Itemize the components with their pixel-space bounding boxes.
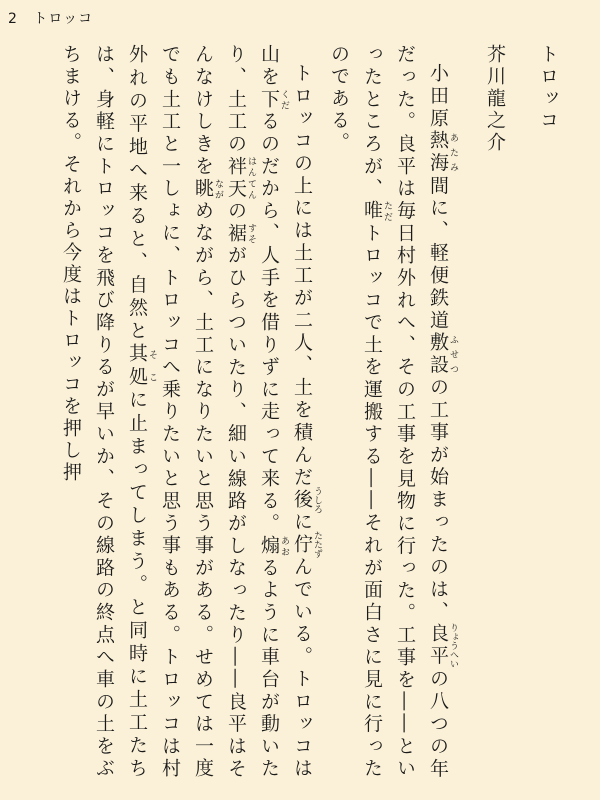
page-number: 2	[8, 11, 18, 27]
furigana: ふせつ	[448, 332, 458, 377]
paragraph: 小田原熱海 あたみ間に、軽便鉄道敷設 ふせつの工事が始まったのは、良平 りょうへいの八つの年だった。良平は毎日村外れへ、その工事を見物に行った。工事を――といったところが、唯 ただトロッコで土を運搬する――それが面白さに見に行ったのである。	[328, 44, 458, 781]
ruby-word: 袢天 はんてん	[225, 155, 256, 201]
furigana: うしろ	[312, 486, 322, 514]
story-title: トロッコ	[537, 44, 559, 132]
furigana: ただ	[382, 200, 392, 223]
ruby-word: 下 くだ	[258, 88, 289, 111]
furigana: はんてん	[246, 155, 256, 200]
ruby-word: 佇 たたず	[291, 531, 322, 559]
furigana: りょうへい	[448, 623, 458, 669]
book-text	[34, 44, 564, 780]
furigana: あお	[279, 534, 289, 557]
ruby-word: 裾 すそ	[225, 222, 256, 245]
running-title: トロッコ	[33, 11, 94, 27]
ruby-word: 煽 あお	[258, 534, 289, 558]
ruby-word: 後 うしろ	[291, 486, 322, 514]
ruby-word: 熱海 あたみ	[427, 130, 458, 176]
furigana: たたず	[312, 531, 322, 559]
running-header	[8, 8, 103, 28]
furigana: あたみ	[448, 130, 458, 175]
ruby-word: 其処 そこ	[126, 343, 157, 390]
ruby-word: 良平 りょうへい	[427, 623, 458, 669]
ruby-word: 唯 ただ	[361, 200, 392, 223]
author-name: 芥川龍之介	[484, 44, 506, 154]
ruby-word: 眺 なが	[192, 177, 223, 201]
ruby-word: 敷設 ふせつ	[427, 332, 458, 377]
furigana: そこ	[147, 343, 157, 389]
furigana: なが	[213, 177, 223, 200]
furigana: すそ	[246, 222, 256, 245]
paragraph: トロッコの上には土工が二人、土を積んだ後 うしろに佇 たたずんでいる。トロッコは山を下 くだるのだから、人手を借りずに走って来る。煽 あおるように車台が動いたり、土工の袢天 はんてんの裾 すそがひらついたり、細い線路がしなったり――良平はそんなけしきを眺 ながめながら、土工になりたいと思う事がある。せめては一度でも土工と一しょに、トロッコへ乗りたいと思う事もある。トロッコは村外れの平地へ来ると、自然と其処 そこに止まってしまう。と同時に土工たちは、身軽にトロッコを飛び降りるが早いか、その線路の終点へ車の土をぶちまける。それから今度はトロッコを押し押	[60, 44, 322, 781]
furigana: くだ	[279, 88, 289, 111]
